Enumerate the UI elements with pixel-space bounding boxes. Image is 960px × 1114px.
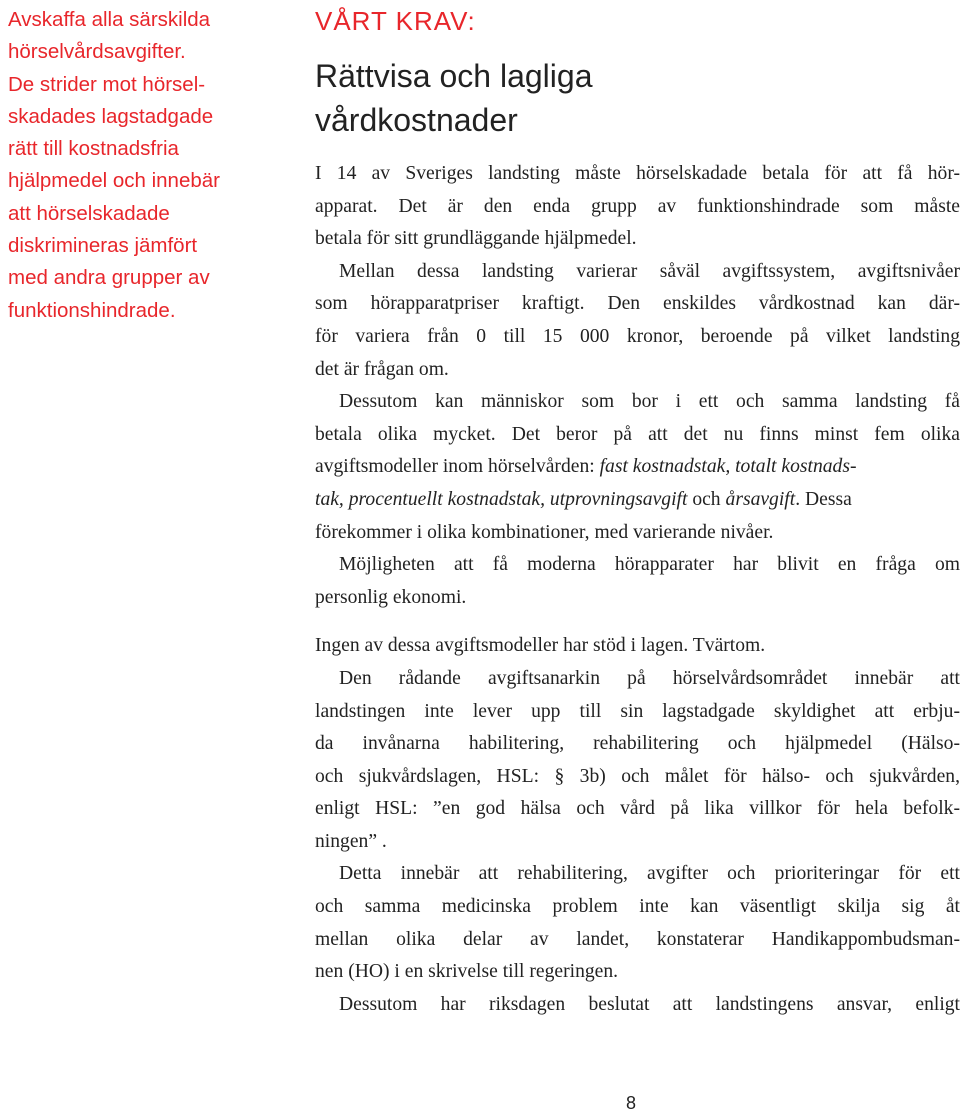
body-line: ningen” . [315,830,387,852]
body-fragment: . Dessa [795,488,852,510]
sidebar-line: De strider mot hörsel- [8,72,206,96]
body-line: betala för sitt grundläggande hjälpmedel. [315,228,637,250]
body-line: för variera från 0 till 15 000 kronor, beroende på vilket landsting [315,325,960,347]
body-line: Dessutom har riksdagen beslutat att landstingens ansvar, enligt [339,993,960,1015]
body-line: landstingen inte lever upp till sin lagstadgade skyldighet att erbju- [315,700,960,722]
body-line: och sjukvårdslagen, HSL: § 3b) och målet för hälso- och sjukvården, [315,765,960,787]
sidebar-line: med andra grupper av [8,266,210,290]
body-line: personlig ekonomi. [315,586,467,608]
body-line: som hörapparatpriser kraftigt. Den enskildes vårdkostnad kan där- [315,293,960,315]
body-fragment-italic: årsavgift [725,488,796,510]
body-line: Dessutom kan människor som bor i ett och samma landsting få [339,391,960,413]
title-line: vårdkostnader [315,102,518,138]
body-line: Mellan dessa landsting varierar såväl avgiftssystem, avgiftsnivåer [339,260,960,282]
sidebar-line: hörselvårdsavgifter. [8,40,186,64]
body-line: enligt HSL: ”en god hälsa och vård på lika villkor för hela befolk- [315,798,960,820]
body-text [315,158,960,1021]
sidebar-line: rätt till kostnadsfria [8,137,179,161]
page-number: 8 [626,1093,637,1113]
body-line: Ingen av dessa avgiftsmodeller har stöd i lagen. Tvärtom. [315,635,766,657]
body-line: betala olika mycket. Det beror på att det nu finns minst fem olika [315,423,960,445]
body-line: och samma medicinska problem inte kan väsentligt skilja sig åt [315,896,960,918]
body-line: Detta innebär att rehabilitering, avgifter och prioriteringar för ett [339,863,960,885]
title-line: Rättvisa och lagliga [315,58,593,94]
body-line: Den rådande avgiftsanarkin på hörselvårdsområdet innebär att [339,667,960,689]
body-line: da invånarna habilitering, rehabilitering och hjälpmedel (Hälso- [315,733,960,755]
body-fragment-italic: tak, procentuellt kostnadstak, utprovningsavgift [315,488,688,510]
body-line [315,484,960,517]
body-line [315,451,960,484]
body-line: I 14 av Sveriges landsting måste hörselskadade betala för att få hör- [315,163,960,184]
body-line: apparat. Det är den enda grupp av funktionshindrade som måste [315,195,960,217]
sidebar-line: Avskaffa alla särskilda [8,8,211,31]
body-fragment: avgiftsmodeller inom hörselvården: [315,456,595,478]
body-line: det är frågan om. [315,358,449,380]
body-fragment: och [692,488,721,510]
sidebar-quote [8,4,248,327]
sidebar-line: funktionshindrade. [8,298,176,322]
page-title [315,54,592,142]
sidebar-line: att hörselskadade [8,201,170,225]
sidebar-line: skadades lagstadgade [8,104,214,128]
sidebar-line: diskrimineras jämfört [8,234,198,258]
body-fragment-italic: fast kostnadstak, totalt kostnads- [599,456,857,478]
body-line: mellan olika delar av landet, konstaterar Handikappombudsman- [315,928,960,950]
paragraph-gap [315,614,960,630]
sidebar-line: hjälpmedel och innebär [8,169,220,193]
body-line: Möjligheten att få moderna hörapparater har blivit en fråga om [339,554,960,576]
section-kicker: VÅRT KRAV: [315,6,476,36]
body-line: nen (HO) i en skrivelse till regeringen. [315,961,619,983]
body-line: förekommer i olika kombinationer, med varierande nivåer. [315,521,774,543]
